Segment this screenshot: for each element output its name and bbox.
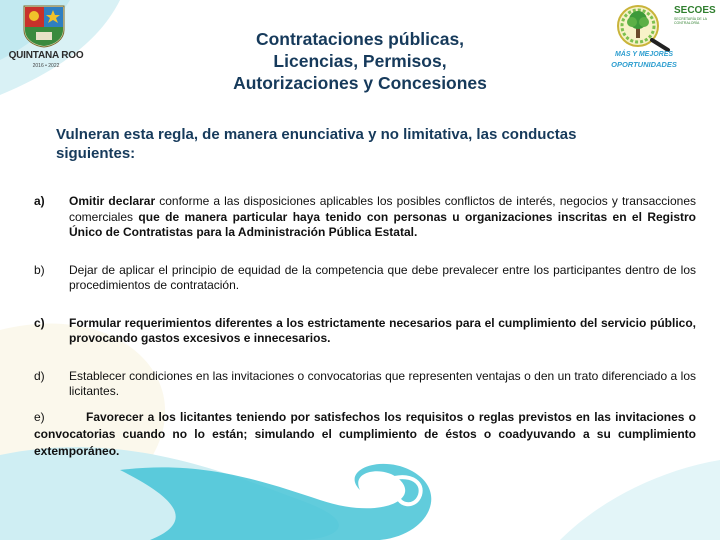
page-title xyxy=(170,28,550,94)
item-text-bold: que de manera particular haya tenido con personas u organizaciones inscritas en el Registro Único de Contratistas para la Administración Pública Estatal. xyxy=(69,209,697,239)
item-letter: e) xyxy=(34,410,45,424)
right-logo-name: SECOES xyxy=(674,5,716,16)
list-item-e xyxy=(34,409,696,460)
item-letter: b) xyxy=(34,262,45,277)
title-line: Contrataciones públicas, xyxy=(255,29,465,49)
quintana-roo-logo xyxy=(6,4,82,74)
title-line: Licencias, Permisos, xyxy=(273,51,447,71)
right-logo-subtitle: SECRETARÍA DE LA CONTRALORÍA xyxy=(674,17,707,25)
item-text-normal: conforme a las disposiciones aplicables los posibles conflictos de interés, negocios y transacciones comerciales xyxy=(69,194,696,224)
item-letter: c) xyxy=(34,315,45,330)
tree-magnifier-icon xyxy=(610,2,674,52)
secoes-logo xyxy=(604,2,716,76)
title-line: Autorizaciones y Concesiones xyxy=(233,73,487,93)
left-logo-name: QUINTANA ROO xyxy=(8,50,84,61)
bottom-right-wave xyxy=(560,460,720,540)
list-item xyxy=(34,263,696,294)
right-logo-slogan: MÁS Y MEJORES xyxy=(614,51,674,58)
item-letter: d) xyxy=(34,368,45,383)
item-text: Dejar de aplicar el principio de equidad de la competencia que debe prevalecer entre los participantes dentro de los procedimientos de contratación. xyxy=(69,262,696,292)
intro-text: Vulneran esta regla, de manera enunciativa y no limitativa, las conductas siguientes: xyxy=(56,126,577,162)
item-text xyxy=(69,194,696,241)
item-text: Formular requerimientos diferentes a los estrictamente necesarios para el cumplimiento del servicio público, provocando gastos excesivos e innecesarios. xyxy=(69,315,696,345)
left-logo-subtitle: 2016 • 2022 xyxy=(32,63,60,69)
right-logo-slogan: OPORTUNIDADES xyxy=(611,60,677,69)
item-text: Favorecer a los licitantes teniendo por satisfechos los requisitos o reglas previstos en las invitaciones o convocatorias cuando no lo están; simulando el cumplimiento de éstos o coadyuvando a su cumplimiento extemporáneo. xyxy=(34,410,696,458)
list-item xyxy=(34,369,696,400)
quintana-roo-shield-icon xyxy=(20,4,68,48)
list-item xyxy=(34,316,696,347)
list-item xyxy=(34,194,696,241)
item-text-bold: Omitir declarar xyxy=(69,194,156,208)
item-text: Establecer condiciones en las invitaciones o convocatorias que representen ventajas o den un trato diferenciado a los licitantes. xyxy=(69,368,696,398)
item-letter: a) xyxy=(34,194,45,208)
conduct-list xyxy=(34,194,696,422)
